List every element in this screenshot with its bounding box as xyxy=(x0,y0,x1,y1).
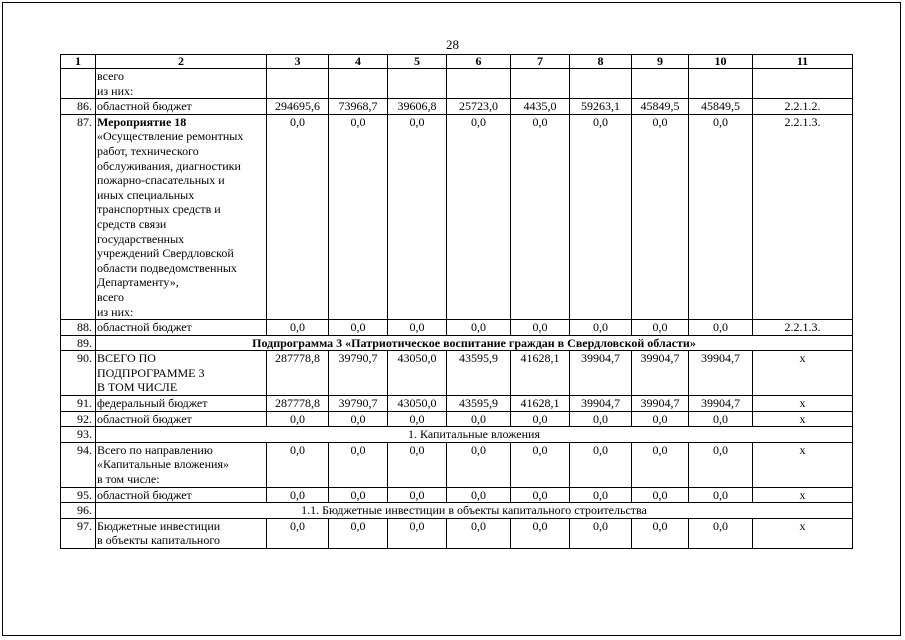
description-line: областной бюджет xyxy=(97,99,192,114)
row-description xyxy=(96,114,267,319)
value-cell: 43595,9 xyxy=(447,351,511,396)
value-cell: 43595,9 xyxy=(447,396,511,412)
row-description xyxy=(96,320,267,336)
value-cell: 0,0 xyxy=(447,320,511,336)
table-row xyxy=(61,99,853,115)
value-cell: 41628,1 xyxy=(511,396,570,412)
value-cell: 0,0 xyxy=(267,114,329,319)
value-cell: 0,0 xyxy=(388,518,447,548)
value-cell: 39904,7 xyxy=(570,396,632,412)
value-cell: 39904,7 xyxy=(689,396,753,412)
value-cell: 39904,7 xyxy=(632,396,689,412)
value-cell: 0,0 xyxy=(388,411,447,427)
value-cell: 43050,0 xyxy=(388,351,447,396)
value-cell: 39606,8 xyxy=(388,99,447,115)
target-code: х xyxy=(753,518,853,548)
value-cell: 39790,7 xyxy=(329,351,388,396)
header-row xyxy=(61,55,853,69)
table-row xyxy=(61,503,853,519)
description-line: из них: xyxy=(97,83,134,98)
column-header: 3 xyxy=(267,55,329,69)
target-code xyxy=(753,69,853,99)
section-title: 1. Капитальные вложения xyxy=(96,427,853,443)
value-cell: 0,0 xyxy=(267,518,329,548)
value-cell: 0,0 xyxy=(511,518,570,548)
description-line: Мероприятие 18 xyxy=(97,114,187,129)
description-line: пожарно-спасательных и xyxy=(97,173,225,188)
description-line: Бюджетные инвестиции xyxy=(97,518,221,533)
value-cell: 0,0 xyxy=(570,114,632,319)
value-cell: 0,0 xyxy=(689,518,753,548)
description-line: области подведомственных xyxy=(97,260,237,275)
value-cell: 0,0 xyxy=(388,320,447,336)
description-line: средств связи xyxy=(97,216,167,231)
value-cell: 0,0 xyxy=(632,320,689,336)
description-line: в объекты капитального xyxy=(97,533,220,548)
value-cell: 39790,7 xyxy=(329,396,388,412)
value-cell xyxy=(447,69,511,99)
row-description xyxy=(96,518,267,548)
value-cell: 0,0 xyxy=(632,114,689,319)
description-line: федеральный бюджет xyxy=(97,396,208,411)
column-header: 7 xyxy=(511,55,570,69)
value-cell: 0,0 xyxy=(267,320,329,336)
description-line: областной бюджет xyxy=(97,487,192,502)
description-line: ПОДПРОГРАММЕ 3 xyxy=(97,365,205,380)
row-number: 89. xyxy=(61,335,96,351)
column-header: 2 xyxy=(96,55,267,69)
value-cell: 45849,5 xyxy=(689,99,753,115)
value-cell: 0,0 xyxy=(329,442,388,487)
target-code: х xyxy=(753,351,853,396)
value-cell: 0,0 xyxy=(570,411,632,427)
value-cell: 287778,8 xyxy=(267,396,329,412)
value-cell: 39904,7 xyxy=(689,351,753,396)
row-description xyxy=(96,351,267,396)
table-row xyxy=(61,335,853,351)
value-cell xyxy=(689,69,753,99)
value-cell: 0,0 xyxy=(329,487,388,503)
table-row xyxy=(61,427,853,443)
description-line: всего xyxy=(97,289,125,304)
description-line: государственных xyxy=(97,231,185,246)
description-line: Департаменту», xyxy=(97,275,179,290)
row-number: 95. xyxy=(61,487,96,503)
value-cell: 4435,0 xyxy=(511,99,570,115)
column-header: 4 xyxy=(329,55,388,69)
column-header: 1 xyxy=(61,55,96,69)
value-cell xyxy=(632,69,689,99)
table-row xyxy=(61,518,853,548)
table-row xyxy=(61,351,853,396)
column-header: 10 xyxy=(689,55,753,69)
value-cell: 0,0 xyxy=(447,518,511,548)
target-code: х xyxy=(753,396,853,412)
value-cell: 43050,0 xyxy=(388,396,447,412)
value-cell: 0,0 xyxy=(632,411,689,427)
table-row xyxy=(61,487,853,503)
value-cell: 39904,7 xyxy=(570,351,632,396)
value-cell: 0,0 xyxy=(689,442,753,487)
value-cell xyxy=(511,69,570,99)
column-header: 6 xyxy=(447,55,511,69)
description-line: ВСЕГО ПО xyxy=(97,351,156,366)
value-cell: 0,0 xyxy=(632,518,689,548)
target-code: 2.2.1.3. xyxy=(753,320,853,336)
row-number: 87. xyxy=(61,114,96,319)
row-description xyxy=(96,99,267,115)
row-description xyxy=(96,396,267,412)
column-header: 8 xyxy=(570,55,632,69)
description-line: из них: xyxy=(97,304,134,319)
value-cell: 25723,0 xyxy=(447,99,511,115)
section-title: 1.1. Бюджетные инвестиции в объекты капитального строительства xyxy=(96,503,853,519)
value-cell: 0,0 xyxy=(632,442,689,487)
row-number: 96. xyxy=(61,503,96,519)
value-cell: 0,0 xyxy=(447,487,511,503)
value-cell: 0,0 xyxy=(511,411,570,427)
table-row xyxy=(61,442,853,487)
value-cell xyxy=(388,69,447,99)
value-cell: 0,0 xyxy=(570,320,632,336)
description-line: иных специальных xyxy=(97,187,195,202)
row-description xyxy=(96,69,267,99)
section-title: Подпрограмма 3 «Патриотическое воспитание граждан в Свердловской области» xyxy=(96,335,853,351)
row-number: 91. xyxy=(61,396,96,412)
value-cell: 0,0 xyxy=(689,114,753,319)
value-cell: 39904,7 xyxy=(632,351,689,396)
row-description xyxy=(96,442,267,487)
table-row xyxy=(61,396,853,412)
column-header: 11 xyxy=(753,55,853,69)
value-cell: 0,0 xyxy=(329,411,388,427)
value-cell: 0,0 xyxy=(388,487,447,503)
description-line: учреждений Свердловской xyxy=(97,246,234,261)
value-cell: 0,0 xyxy=(511,114,570,319)
value-cell: 0,0 xyxy=(632,487,689,503)
description-line: областной бюджет xyxy=(97,320,192,335)
description-line: всего xyxy=(97,69,125,83)
value-cell: 0,0 xyxy=(570,518,632,548)
row-number: 97. xyxy=(61,518,96,548)
description-line: транспортных средств и xyxy=(97,202,221,217)
value-cell: 0,0 xyxy=(570,442,632,487)
value-cell xyxy=(329,69,388,99)
target-code: 2.2.1.3. xyxy=(753,114,853,319)
value-cell: 0,0 xyxy=(689,320,753,336)
value-cell: 59263,1 xyxy=(570,99,632,115)
table-row xyxy=(61,114,853,319)
description-line: В ТОМ ЧИСЛЕ xyxy=(97,380,178,395)
column-header: 9 xyxy=(632,55,689,69)
value-cell: 0,0 xyxy=(329,518,388,548)
value-cell: 0,0 xyxy=(447,114,511,319)
row-number: 93. xyxy=(61,427,96,443)
value-cell: 0,0 xyxy=(267,487,329,503)
value-cell: 0,0 xyxy=(329,114,388,319)
row-number: 92. xyxy=(61,411,96,427)
target-code: х xyxy=(753,442,853,487)
row-number: 86. xyxy=(61,99,96,115)
value-cell: 0,0 xyxy=(570,487,632,503)
value-cell: 73968,7 xyxy=(329,99,388,115)
row-number: 90. xyxy=(61,351,96,396)
value-cell xyxy=(570,69,632,99)
description-line: «Капитальные вложения» xyxy=(97,457,229,472)
page-number: 28 xyxy=(446,37,459,52)
value-cell: 0,0 xyxy=(689,487,753,503)
value-cell: 294695,6 xyxy=(267,99,329,115)
budget-table xyxy=(60,54,853,549)
value-cell: 45849,5 xyxy=(632,99,689,115)
value-cell: 0,0 xyxy=(267,411,329,427)
target-code: х xyxy=(753,411,853,427)
table-row xyxy=(61,411,853,427)
table-row xyxy=(61,69,853,99)
table-body xyxy=(61,69,853,549)
description-line: Всего по направлению xyxy=(97,442,213,457)
value-cell: 0,0 xyxy=(447,411,511,427)
value-cell: 0,0 xyxy=(329,320,388,336)
description-line: обслуживания, диагностики xyxy=(97,158,241,173)
value-cell: 0,0 xyxy=(511,320,570,336)
description-line: «Осуществление ремонтных xyxy=(97,129,244,144)
value-cell: 0,0 xyxy=(267,442,329,487)
row-number xyxy=(61,69,96,99)
description-line: областной бюджет xyxy=(97,411,192,426)
value-cell: 287778,8 xyxy=(267,351,329,396)
description-line: в том числе: xyxy=(97,472,160,487)
value-cell: 0,0 xyxy=(388,442,447,487)
target-code: 2.2.1.2. xyxy=(753,99,853,115)
target-code: х xyxy=(753,487,853,503)
row-description xyxy=(96,411,267,427)
row-number: 88. xyxy=(61,320,96,336)
value-cell: 0,0 xyxy=(511,487,570,503)
value-cell: 0,0 xyxy=(511,442,570,487)
value-cell: 41628,1 xyxy=(511,351,570,396)
value-cell: 0,0 xyxy=(447,442,511,487)
column-header: 5 xyxy=(388,55,447,69)
value-cell xyxy=(267,69,329,99)
table-row xyxy=(61,320,853,336)
row-number: 94. xyxy=(61,442,96,487)
row-description xyxy=(96,487,267,503)
description-line: работ, технического xyxy=(97,143,199,158)
value-cell: 0,0 xyxy=(689,411,753,427)
value-cell: 0,0 xyxy=(388,114,447,319)
